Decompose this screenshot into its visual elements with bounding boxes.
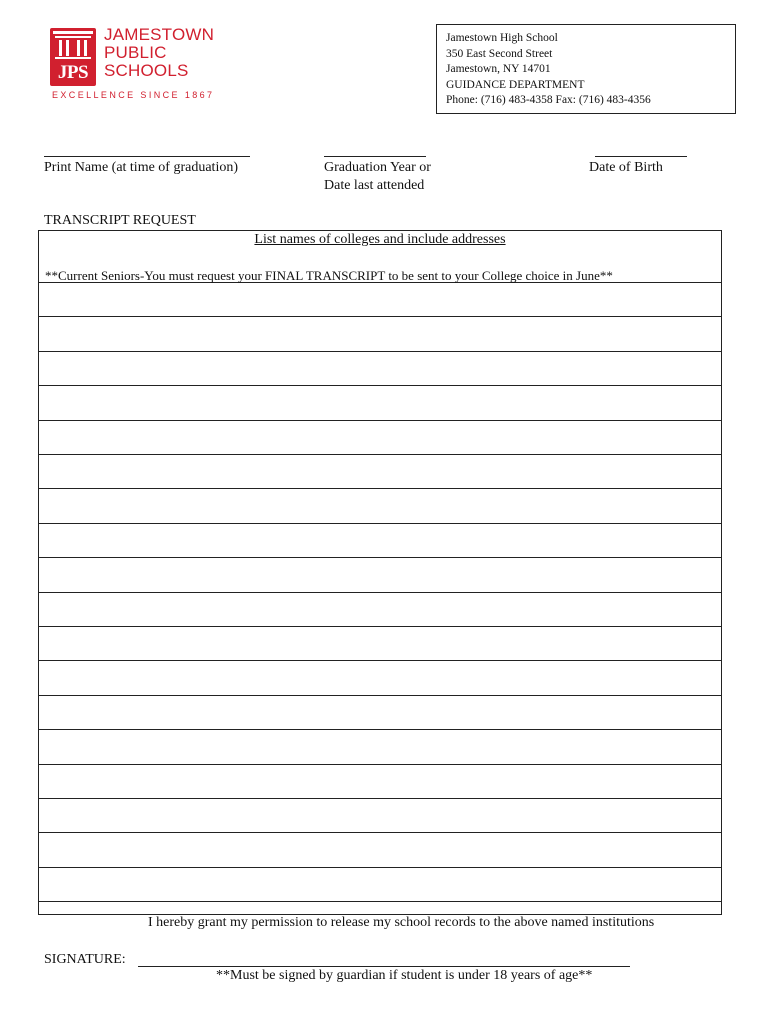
college-entry-row[interactable] xyxy=(39,833,721,867)
college-entry-row[interactable] xyxy=(39,661,721,695)
graduation-year-line[interactable] xyxy=(324,156,426,157)
date-last-attended-label: Date last attended xyxy=(324,178,425,193)
print-name-label: Print Name (at time of graduation) xyxy=(44,160,238,175)
date-of-birth-label: Date of Birth xyxy=(589,160,663,175)
college-list-table xyxy=(38,230,722,915)
college-entry-row[interactable] xyxy=(39,593,721,627)
college-entry-row[interactable] xyxy=(39,799,721,833)
college-entry-row[interactable] xyxy=(39,317,721,351)
college-entry-row[interactable] xyxy=(39,352,721,386)
school-phone: Phone: (716) 483-4358 Fax: (716) 483-4356 xyxy=(446,94,651,106)
signature-note: **Must be signed by guardian if student is under 18 years of age** xyxy=(216,968,593,983)
section-title: TRANSCRIPT REQUEST xyxy=(44,213,196,228)
permission-statement: I hereby grant my permission to release my school records to the above named institutions xyxy=(148,915,655,930)
college-entry-row[interactable] xyxy=(39,524,721,558)
logo-name-line-2: PUBLIC xyxy=(104,43,167,62)
school-street: 350 East Second Street xyxy=(446,47,553,60)
school-name: Jamestown High School xyxy=(446,32,558,44)
table-header xyxy=(39,231,721,283)
jps-logo xyxy=(50,26,220,104)
college-entry-row[interactable] xyxy=(39,386,721,420)
college-entry-row[interactable] xyxy=(39,765,721,799)
logo-tagline: EXCELLENCE SINCE 1867 xyxy=(52,90,215,100)
jps-logo-mark xyxy=(50,28,96,86)
college-entry-row[interactable] xyxy=(39,730,721,764)
college-entry-row[interactable] xyxy=(39,421,721,455)
college-entry-row[interactable] xyxy=(39,696,721,730)
logo-name-line-3: SCHOOLS xyxy=(104,61,189,80)
logo-monogram: JPS xyxy=(57,62,89,83)
signature-label: SIGNATURE: xyxy=(44,952,126,967)
logo-wordmark xyxy=(104,26,214,80)
college-entry-row[interactable] xyxy=(39,283,721,317)
date-of-birth-line[interactable] xyxy=(595,156,687,157)
college-entry-row[interactable] xyxy=(39,558,721,592)
school-department: GUIDANCE DEPARTMENT xyxy=(446,78,585,91)
school-address-box xyxy=(436,24,736,114)
college-entry-row[interactable] xyxy=(39,627,721,661)
print-name-line[interactable] xyxy=(44,156,250,157)
graduation-year-label: Graduation Year or xyxy=(324,160,431,175)
column-header: List names of colleges and include addresses xyxy=(254,232,506,247)
logo-name-line-1: JAMESTOWN xyxy=(104,25,215,44)
college-entry-row[interactable] xyxy=(39,868,721,902)
senior-notice: **Current Seniors-You must request your FINAL TRANSCRIPT to be sent to your College choice in June** xyxy=(45,268,613,283)
school-city: Jamestown, NY 14701 xyxy=(446,63,551,75)
college-entry-row[interactable] xyxy=(39,455,721,489)
college-entry-row[interactable] xyxy=(39,489,721,523)
